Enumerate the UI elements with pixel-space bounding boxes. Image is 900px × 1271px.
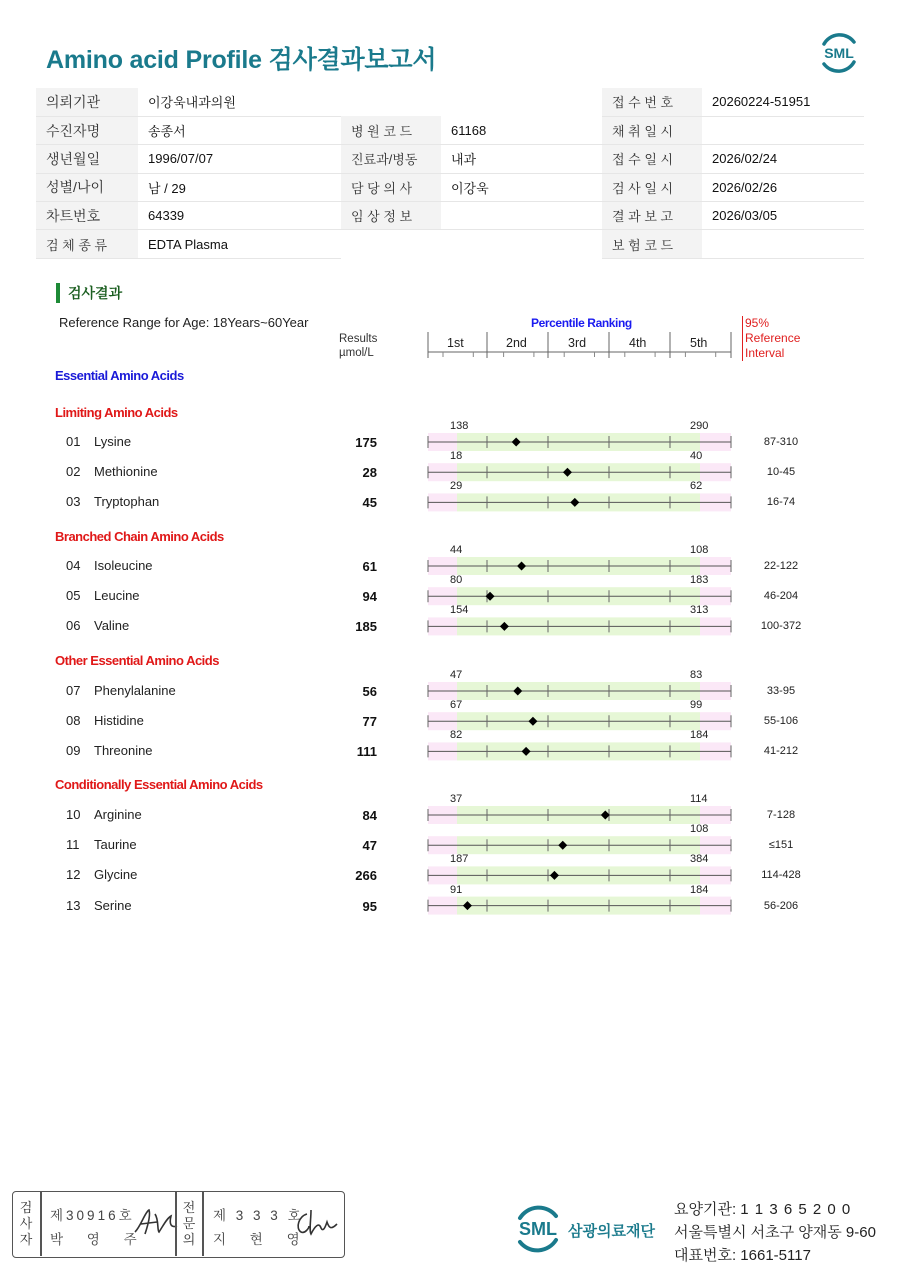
result-date-label: 결 과 보 고 xyxy=(602,202,702,230)
amino-acid-name: Taurine xyxy=(94,837,137,853)
foundation-code: 요양기관: 1 1 3 6 5 2 0 0 xyxy=(674,1201,852,1218)
low-percentile-value: 37 xyxy=(450,793,463,805)
test-date-value: 2026/02/26 xyxy=(702,173,864,201)
result-value: 47 xyxy=(362,838,377,854)
scale-label: 5th xyxy=(690,336,708,350)
specialist-label: 전 문 의 xyxy=(182,1200,196,1247)
row-number: 04 xyxy=(66,558,81,573)
amino-acid-name: Leucine xyxy=(94,588,140,604)
high-percentile-value: 184 xyxy=(690,883,709,896)
unit-header: µmol/L xyxy=(339,347,374,359)
percentile-title: Percentile Ranking xyxy=(531,316,632,330)
results-section-title: 검사결과 xyxy=(56,283,122,303)
tester-no: 제30916호 xyxy=(50,1208,135,1223)
doctor-label: 담 당 의 사 xyxy=(341,173,441,201)
row-number: 03 xyxy=(66,494,81,510)
high-percentile-value: 62 xyxy=(690,480,703,493)
collect-date-label: 채 취 일 시 xyxy=(602,116,702,144)
high-percentile-value: 114 xyxy=(690,793,708,805)
result-value: 56 xyxy=(362,684,377,699)
row-number: 09 xyxy=(66,743,81,759)
amino-acid-name: Arginine xyxy=(94,807,142,822)
tester-signature-icon xyxy=(131,1206,179,1240)
result-value: 95 xyxy=(362,898,377,914)
result-value: 94 xyxy=(362,589,377,605)
reference-interval: 7-128 xyxy=(766,809,796,821)
category-essential: Essential Amino Acids xyxy=(55,368,184,383)
category-title: Conditionally Essential Amino Acids xyxy=(55,777,263,792)
row-number: 07 xyxy=(66,683,81,698)
tester-label: 검 사 자 xyxy=(19,1200,33,1247)
reference-interval: ≤151 xyxy=(768,839,794,852)
row-number: 10 xyxy=(66,807,81,822)
high-percentile-value: 83 xyxy=(690,669,703,681)
high-percentile-value: 40 xyxy=(690,450,703,463)
high-percentile-value: 108 xyxy=(690,544,709,556)
reference-interval: 41-212 xyxy=(763,745,799,758)
high-percentile-value: 290 xyxy=(690,420,709,432)
category-title: Other Essential Amino Acids xyxy=(55,653,219,668)
low-percentile-value: 82 xyxy=(450,729,463,742)
amino-acid-name: Lysine xyxy=(94,434,132,449)
amino-acid-name: Serine xyxy=(94,897,132,913)
ref-header-pct: 95% xyxy=(745,316,770,330)
low-percentile-value: 47 xyxy=(450,669,463,681)
birth-label: 생년월일 xyxy=(36,145,138,173)
row-number: 06 xyxy=(66,618,81,634)
dept-label: 진료과/병동 xyxy=(341,145,441,173)
reference-interval: 56-206 xyxy=(763,899,799,912)
result-value: 266 xyxy=(355,868,377,884)
reference-interval: 87-310 xyxy=(763,436,799,448)
specialist-signature-icon xyxy=(293,1206,341,1240)
scale-label: 1st xyxy=(447,336,464,350)
specimen-value: EDTA Plasma xyxy=(138,230,341,258)
amino-acid-name: Valine xyxy=(94,618,130,634)
sex-age-value: 남 / 29 xyxy=(138,173,341,201)
reference-interval: 100-372 xyxy=(760,620,802,633)
low-percentile-value: 18 xyxy=(450,450,463,463)
amino-acid-name: Isoleucine xyxy=(94,558,153,573)
clinical-label: 임 상 정 보 xyxy=(341,202,441,230)
test-date-label: 검 사 일 시 xyxy=(602,173,702,201)
scale-label: 4th xyxy=(629,336,647,350)
result-value: 185 xyxy=(355,619,377,635)
report-title: Amino acid Profile 검사결과보고서 xyxy=(46,46,437,74)
row-number: 01 xyxy=(66,434,81,449)
insurance-label: 보 험 코 드 xyxy=(602,230,702,258)
dept-value: 내과 xyxy=(441,145,602,173)
svg-text:SML: SML xyxy=(824,45,854,61)
foundation-address: 서울특별시 서초구 양재동 9-60 xyxy=(674,1224,876,1241)
high-percentile-value: 183 xyxy=(690,574,709,587)
ref-header-word: Reference xyxy=(745,331,801,345)
high-percentile-value: 313 xyxy=(690,604,709,617)
low-percentile-value: 187 xyxy=(450,853,469,866)
reference-interval: 22-122 xyxy=(763,560,799,572)
result-value: 84 xyxy=(362,808,377,823)
specimen-label: 검 체 종 류 xyxy=(36,230,138,258)
results-header: Results xyxy=(339,333,378,345)
signature-box xyxy=(12,1191,345,1258)
low-percentile-value: 91 xyxy=(450,883,463,896)
result-value: 61 xyxy=(362,559,377,574)
tester-name: 박 영 주 xyxy=(50,1232,147,1247)
hospital-code-value: 61168 xyxy=(441,116,602,144)
chart-no-value: 64339 xyxy=(138,202,341,230)
result-date-value: 2026/03/05 xyxy=(702,202,864,230)
row-number: 08 xyxy=(66,713,81,729)
reference-interval: 10-45 xyxy=(766,466,796,479)
scale-label: 3rd xyxy=(568,336,587,350)
result-value: 45 xyxy=(362,495,377,511)
result-value: 111 xyxy=(356,744,377,760)
amino-acid-name: Tryptophan xyxy=(94,494,160,510)
foundation-name: 삼광의료재단 xyxy=(568,1223,655,1240)
reference-interval: 46-204 xyxy=(763,590,799,603)
high-percentile-value: 108 xyxy=(690,823,709,836)
specialist-name: 지 현 영 xyxy=(213,1232,310,1247)
low-percentile-value: 29 xyxy=(450,480,463,493)
result-value: 175 xyxy=(355,435,377,450)
high-percentile-value: 184 xyxy=(690,729,709,742)
result-value: 77 xyxy=(362,714,377,730)
receipt-no-label: 접 수 번 호 xyxy=(602,88,702,116)
amino-acid-name: Threonine xyxy=(94,743,153,759)
doctor-value: 이강욱 xyxy=(441,173,602,201)
foundation-phone: 대표번호: 1661-5117 xyxy=(674,1247,811,1264)
row-number: 11 xyxy=(66,837,80,853)
row-number: 13 xyxy=(66,897,81,913)
receipt-date-value: 2026/02/24 xyxy=(702,145,864,173)
sml-foundation-logo-icon xyxy=(510,1200,566,1258)
row-number: 12 xyxy=(66,867,81,883)
reference-interval: 114-428 xyxy=(761,869,801,882)
category-title: Branched Chain Amino Acids xyxy=(55,529,224,544)
category-title: Limiting Amino Acids xyxy=(55,405,178,420)
reference-interval: 16-74 xyxy=(766,496,796,509)
institution-value: 이강욱내과의원 xyxy=(138,88,341,116)
receipt-date-label: 접 수 일 시 xyxy=(602,145,702,173)
patient-value: 송종서 xyxy=(138,116,341,144)
specialist-no: 제 3 3 3 호 xyxy=(213,1208,304,1223)
low-percentile-value: 154 xyxy=(450,604,469,617)
institution-label: 의뢰기관 xyxy=(36,88,138,116)
hospital-code-label: 병 원 코 드 xyxy=(341,116,441,144)
ref-header-interval: Interval xyxy=(745,346,785,360)
low-percentile-value: 80 xyxy=(450,574,463,587)
amino-acid-name: Glycine xyxy=(94,867,138,883)
result-value: 28 xyxy=(362,465,377,481)
receipt-no-value: 20260224-51951 xyxy=(702,88,864,116)
amino-acid-name: Histidine xyxy=(94,713,144,729)
low-percentile-value: 44 xyxy=(450,544,463,556)
scale-label: 2nd xyxy=(506,336,527,350)
patient-label: 수진자명 xyxy=(36,116,138,144)
svg-text:SML: SML xyxy=(519,1219,557,1239)
amino-acid-name: Phenylalanine xyxy=(94,683,176,698)
high-percentile-value: 99 xyxy=(690,699,703,712)
reference-age: Reference Range for Age: 18Years~60Year xyxy=(59,315,309,330)
reference-interval: 55-106 xyxy=(763,715,799,728)
reference-interval: 33-95 xyxy=(766,685,796,697)
low-percentile-value: 67 xyxy=(450,699,463,712)
chart-no-label: 차트번호 xyxy=(36,202,138,230)
birth-value: 1996/07/07 xyxy=(138,145,341,173)
row-number: 02 xyxy=(66,464,81,480)
sex-age-label: 성별/나이 xyxy=(36,173,138,201)
row-number: 05 xyxy=(66,588,81,604)
amino-acid-name: Methionine xyxy=(94,464,158,480)
high-percentile-value: 384 xyxy=(690,853,709,866)
low-percentile-value: 138 xyxy=(450,420,469,432)
